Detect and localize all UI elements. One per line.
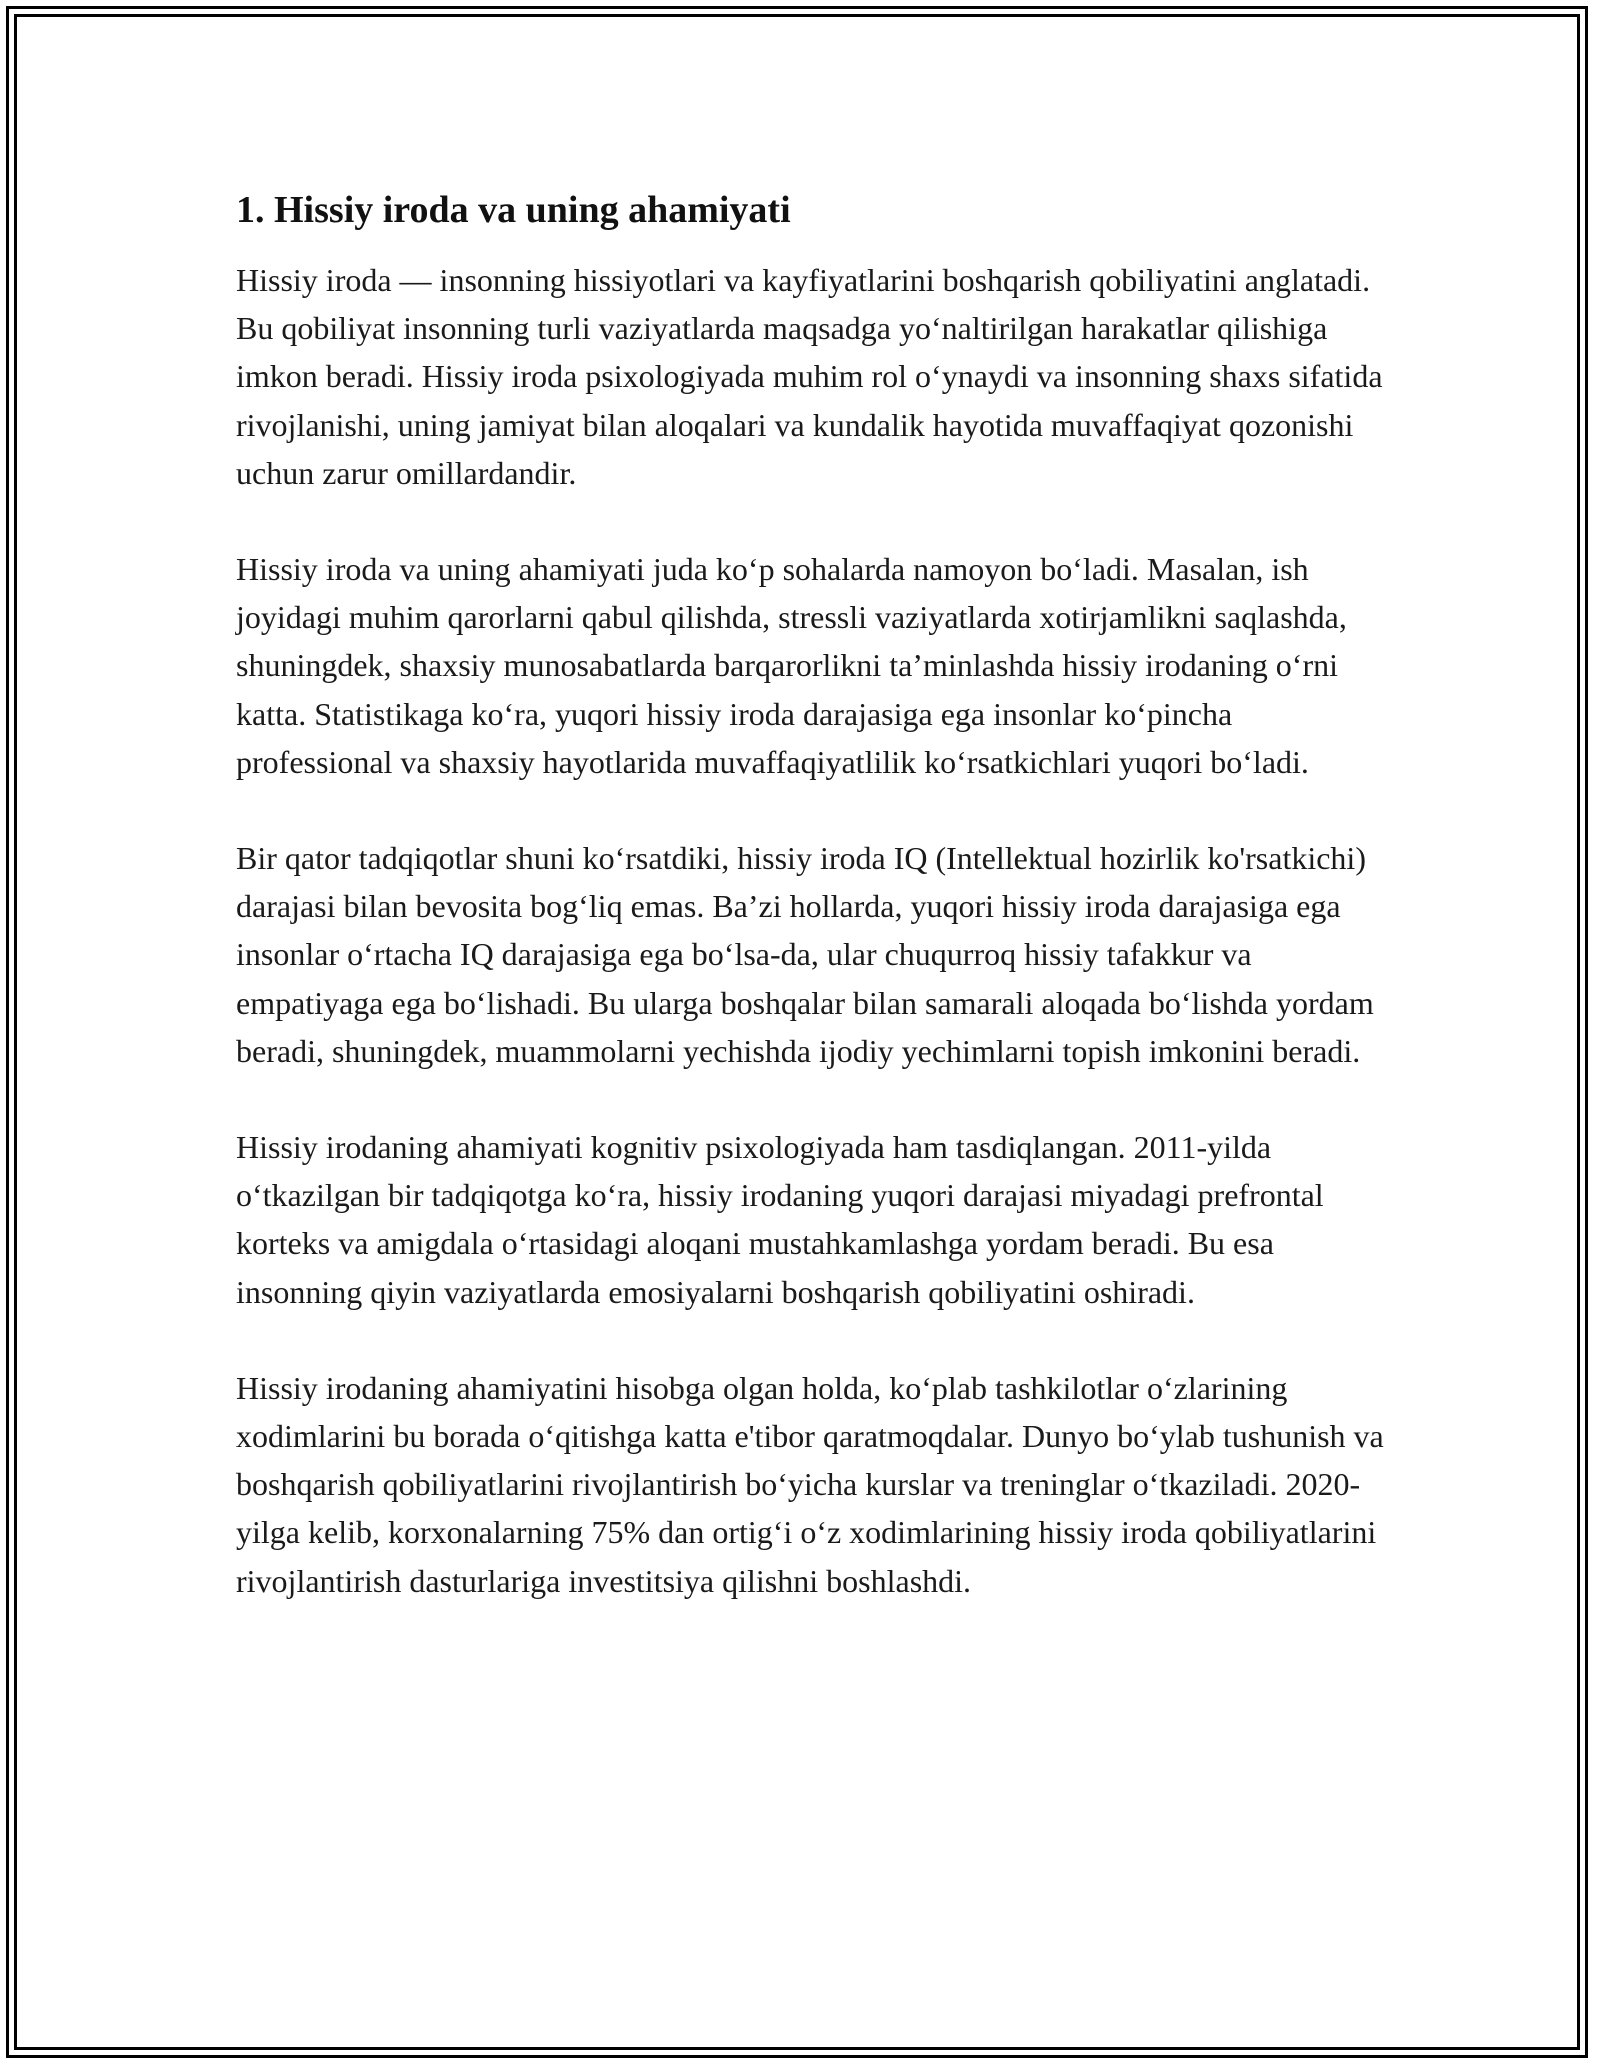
section-heading: 1. Hissiy iroda va uning ahamiyati [236,189,791,231]
paragraph-5: Hissiy irodaning ahamiyatini hisobga olgan holda, ko‘plab tashkilotlar o‘zlarining xodimlarini bu borada o‘qitishga katta e'tibor qaratmoqdalar. Dunyo bo‘ylab tushunish va boshqarish qobiliyatlarini rivojlantirish bo‘yicha kurslar va treninglar o‘tkaziladi. 2020-yilga kelib, korxonalarning 75% dan ortig‘i o‘z xodimlarining hissiy iroda qobiliyatlarini rivojlantirish dasturlariga investitsiya qilishni boshlashdi. [236,1369,1384,1599]
paragraph-1: Hissiy iroda — insonning hissiyotlari va kayfiyatlarini boshqarish qobiliyatini anglatadi. Bu qobiliyat insonning turli vaziyatlarda maqsadga yo‘naltirilgan harakatlar qilishiga imkon beradi. Hissiy iroda psixologiyada muhim rol o‘ynaydi va insonning shaxs sifatida rivojlanishi, uning jamiyat bilan aloqalari va kundalik hayotida muvaffaqiyat qozonishi uchun zarur omillardandir. [236,262,1383,491]
document-body [236,186,1386,1653]
paragraph-2: Hissiy iroda va uning ahamiyati juda ko‘p sohalarda namoyon bo‘ladi. Masalan, ish joyidagi muhim qarorlarni qabul qilishda, stressli vaziyatlarda xotirjamlikni saqlashda, shuningdek, shaxsiy munosabatlarda barqarorlikni ta’minlashda hissiy irodaning o‘rni katta. Statistikaga ko‘ra, yuqori hissiy iroda darajasiga ega insonlar ko‘pincha professional va shaxsiy hayotlarida muvaffaqiyatlilik ko‘rsatkichlari yuqori bo‘ladi. [236,551,1347,780]
paragraph-4: Hissiy irodaning ahamiyati kognitiv psixologiyada ham tasdiqlangan. 2011-yilda o‘tkazilgan bir tadqiqotga ko‘ra, hissiy irodaning yuqori darajasi miyadagi prefrontal korteks va amigdala o‘rtasidagi aloqani mustahkamlashga yordam beradi. Bu esa insonning qiyin vaziyatlarda emosiyalarni boshqarish qobiliyatini oshiradi. [236,1129,1324,1310]
paragraph-3: Bir qator tadqiqotlar shuni ko‘rsatdiki, hissiy iroda IQ (Intellektual hozirlik ko'rsatkichi) darajasi bilan bevosita bog‘liq emas. Ba’zi hollarda, yuqori hissiy iroda darajasiga ega insonlar o‘rtacha IQ darajasiga ega bo‘lsa-da, ular chuqurroq hissiy tafakkur va empatiyaga ega bo‘lishadi. Bu ularga boshqalar bilan samarali aloqada bo‘lishda yordam beradi, shuningdek, muammolarni yechishda ijodiy yechimlarni topish imkonini beradi. [236,840,1374,1069]
